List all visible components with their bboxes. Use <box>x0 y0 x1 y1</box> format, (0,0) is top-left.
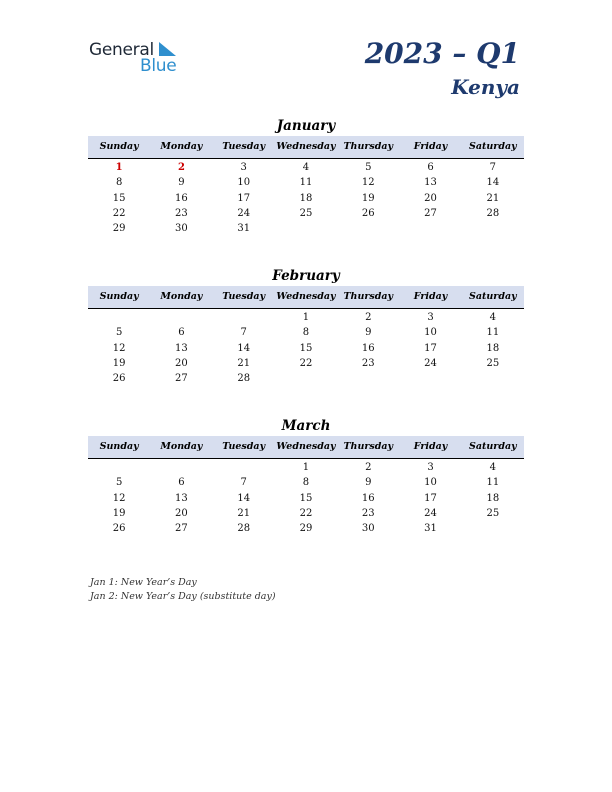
day-cell: 9 <box>365 327 372 339</box>
logo-text-general: General <box>89 40 154 60</box>
day-cell: 6 <box>427 162 434 173</box>
weekday-header-row <box>88 286 524 309</box>
day-cell: 8 <box>302 327 310 339</box>
day-cell: 22 <box>299 507 313 519</box>
day-cell <box>462 371 524 386</box>
weekday-label: Wednesday <box>276 141 336 152</box>
weekday-label: Wednesday <box>276 291 336 302</box>
day-cell: 4 <box>302 162 310 173</box>
day-cell: 2 <box>365 462 372 473</box>
day-cell: 2 <box>365 312 372 323</box>
holiday-day-cell: 1 <box>115 162 123 173</box>
day-cell: 11 <box>486 327 500 339</box>
weeks-grid <box>88 459 524 536</box>
day-cell: 31 <box>424 523 437 535</box>
day-cell <box>462 221 524 236</box>
day-cell: 12 <box>112 492 126 504</box>
month-calendar-march <box>88 416 524 536</box>
week-row <box>88 506 524 521</box>
day-cell: 8 <box>302 477 310 489</box>
week-row <box>88 341 524 356</box>
day-cell: 10 <box>424 327 437 339</box>
month-name: January <box>276 118 336 134</box>
day-cell: 29 <box>299 523 313 535</box>
day-cell: 16 <box>175 192 188 204</box>
day-cell <box>88 460 150 475</box>
weekday-label: Saturday <box>469 291 517 302</box>
weekday-label: Thursday <box>343 291 394 302</box>
day-cell: 11 <box>486 477 500 489</box>
month-name: March <box>281 418 331 434</box>
day-cell: 3 <box>240 162 247 173</box>
weeks-grid <box>88 309 524 386</box>
day-cell: 13 <box>175 342 188 354</box>
day-cell: 20 <box>424 192 437 204</box>
day-cell: 21 <box>237 507 251 519</box>
day-cell: 18 <box>486 492 500 504</box>
day-cell: 20 <box>175 507 188 519</box>
day-cell: 27 <box>175 373 188 385</box>
day-cell: 24 <box>424 507 437 519</box>
day-cell: 11 <box>299 177 313 189</box>
week-row <box>88 325 524 340</box>
weekday-label: Monday <box>160 441 203 452</box>
page-header <box>365 36 520 100</box>
page-title: 2023 – Q1 <box>364 37 520 70</box>
day-cell: 7 <box>240 327 247 339</box>
day-cell <box>462 521 524 536</box>
day-cell: 29 <box>112 223 126 235</box>
weekday-label: Tuesday <box>222 141 266 152</box>
day-cell: 12 <box>112 342 126 354</box>
day-cell: 9 <box>365 477 372 489</box>
day-cell: 1 <box>302 312 310 323</box>
day-cell: 7 <box>240 477 247 489</box>
day-cell <box>275 371 337 386</box>
day-cell <box>213 310 275 325</box>
day-cell <box>337 221 399 236</box>
day-cell: 10 <box>237 177 251 189</box>
logo-text-blue: Blue <box>140 56 177 76</box>
day-cell: 12 <box>361 177 375 189</box>
day-cell: 13 <box>424 177 437 189</box>
day-cell: 19 <box>361 192 375 204</box>
day-cell: 21 <box>237 357 251 369</box>
day-cell: 27 <box>424 207 437 219</box>
weekday-label: Sunday <box>99 441 139 452</box>
week-row <box>88 160 524 175</box>
week-row <box>88 221 524 236</box>
day-cell: 16 <box>361 342 375 354</box>
day-cell <box>399 371 461 386</box>
weekday-label: Thursday <box>343 141 394 152</box>
day-cell: 24 <box>237 207 251 219</box>
day-cell: 30 <box>361 523 375 535</box>
day-cell: 14 <box>486 177 500 189</box>
week-row <box>88 175 524 190</box>
day-cell <box>150 310 212 325</box>
holiday-day-cell: 2 <box>177 162 185 173</box>
day-cell: 7 <box>489 162 497 173</box>
day-cell: 18 <box>486 342 500 354</box>
week-row <box>88 521 524 536</box>
week-row <box>88 475 524 490</box>
day-cell: 1 <box>302 462 310 473</box>
weekday-label: Sunday <box>99 141 139 152</box>
day-cell: 14 <box>237 342 251 354</box>
country-name: Kenya <box>451 75 520 99</box>
month-calendar-february <box>88 266 524 386</box>
day-cell: 23 <box>361 357 375 369</box>
day-cell: 21 <box>486 192 500 204</box>
weeks-grid <box>88 159 524 236</box>
day-cell: 17 <box>237 192 251 204</box>
week-row <box>88 460 524 475</box>
weekday-label: Friday <box>413 291 448 302</box>
holiday-note: Jan 1: New Year’s Day <box>90 577 197 588</box>
day-cell: 3 <box>427 462 434 473</box>
day-cell: 27 <box>175 523 188 535</box>
weekday-label: Saturday <box>469 441 517 452</box>
day-cell <box>399 221 461 236</box>
day-cell: 5 <box>115 477 123 489</box>
day-cell: 6 <box>178 477 185 489</box>
weekday-label: Friday <box>413 141 448 152</box>
day-cell: 19 <box>112 357 126 369</box>
month-name: February <box>272 268 340 284</box>
day-cell: 16 <box>361 492 375 504</box>
day-cell: 4 <box>489 312 497 323</box>
day-cell: 6 <box>178 327 185 339</box>
day-cell: 15 <box>299 342 313 354</box>
day-cell: 23 <box>361 507 375 519</box>
weekday-label: Monday <box>160 291 203 302</box>
generalblue-logo <box>89 40 189 76</box>
week-row <box>88 371 524 386</box>
day-cell: 28 <box>486 207 500 219</box>
weekday-label: Wednesday <box>276 441 336 452</box>
day-cell: 28 <box>237 373 251 385</box>
day-cell: 10 <box>424 477 437 489</box>
week-row <box>88 206 524 221</box>
day-cell <box>275 221 337 236</box>
day-cell: 25 <box>299 207 313 219</box>
day-cell <box>337 371 399 386</box>
day-cell: 28 <box>237 523 251 535</box>
day-cell: 3 <box>427 312 434 323</box>
day-cell: 17 <box>424 492 437 504</box>
day-cell <box>213 460 275 475</box>
day-cell: 19 <box>112 507 126 519</box>
week-row <box>88 356 524 371</box>
week-row <box>88 491 524 506</box>
day-cell: 14 <box>237 492 251 504</box>
weekday-label: Sunday <box>99 291 139 302</box>
day-cell: 8 <box>115 177 123 189</box>
day-cell: 4 <box>489 462 497 473</box>
holiday-notes <box>90 576 276 604</box>
day-cell: 22 <box>112 207 126 219</box>
day-cell <box>88 310 150 325</box>
day-cell: 5 <box>365 162 372 173</box>
day-cell: 17 <box>424 342 437 354</box>
weekday-label: Friday <box>413 441 448 452</box>
day-cell: 20 <box>175 357 188 369</box>
day-cell: 5 <box>115 327 123 339</box>
day-cell: 31 <box>237 223 251 235</box>
weekday-header-row <box>88 136 524 159</box>
weekday-label: Tuesday <box>222 291 266 302</box>
weekday-label: Saturday <box>469 141 517 152</box>
day-cell: 23 <box>175 207 188 219</box>
weekday-header-row <box>88 436 524 459</box>
day-cell: 25 <box>486 357 500 369</box>
day-cell: 26 <box>112 373 126 385</box>
day-cell: 26 <box>112 523 126 535</box>
day-cell: 13 <box>175 492 188 504</box>
holiday-note: Jan 2: New Year’s Day (substitute day) <box>90 591 276 602</box>
day-cell: 26 <box>361 207 375 219</box>
day-cell: 22 <box>299 357 313 369</box>
day-cell <box>150 460 212 475</box>
day-cell: 30 <box>175 223 188 235</box>
weekday-label: Monday <box>160 141 203 152</box>
weekday-label: Tuesday <box>222 441 266 452</box>
day-cell: 9 <box>178 177 185 189</box>
day-cell: 24 <box>424 357 437 369</box>
week-row <box>88 310 524 325</box>
week-row <box>88 191 524 206</box>
day-cell: 18 <box>299 192 313 204</box>
day-cell: 15 <box>112 192 126 204</box>
day-cell: 15 <box>299 492 313 504</box>
weekday-label: Thursday <box>343 441 394 452</box>
month-calendar-january <box>88 116 524 236</box>
day-cell: 25 <box>486 507 500 519</box>
